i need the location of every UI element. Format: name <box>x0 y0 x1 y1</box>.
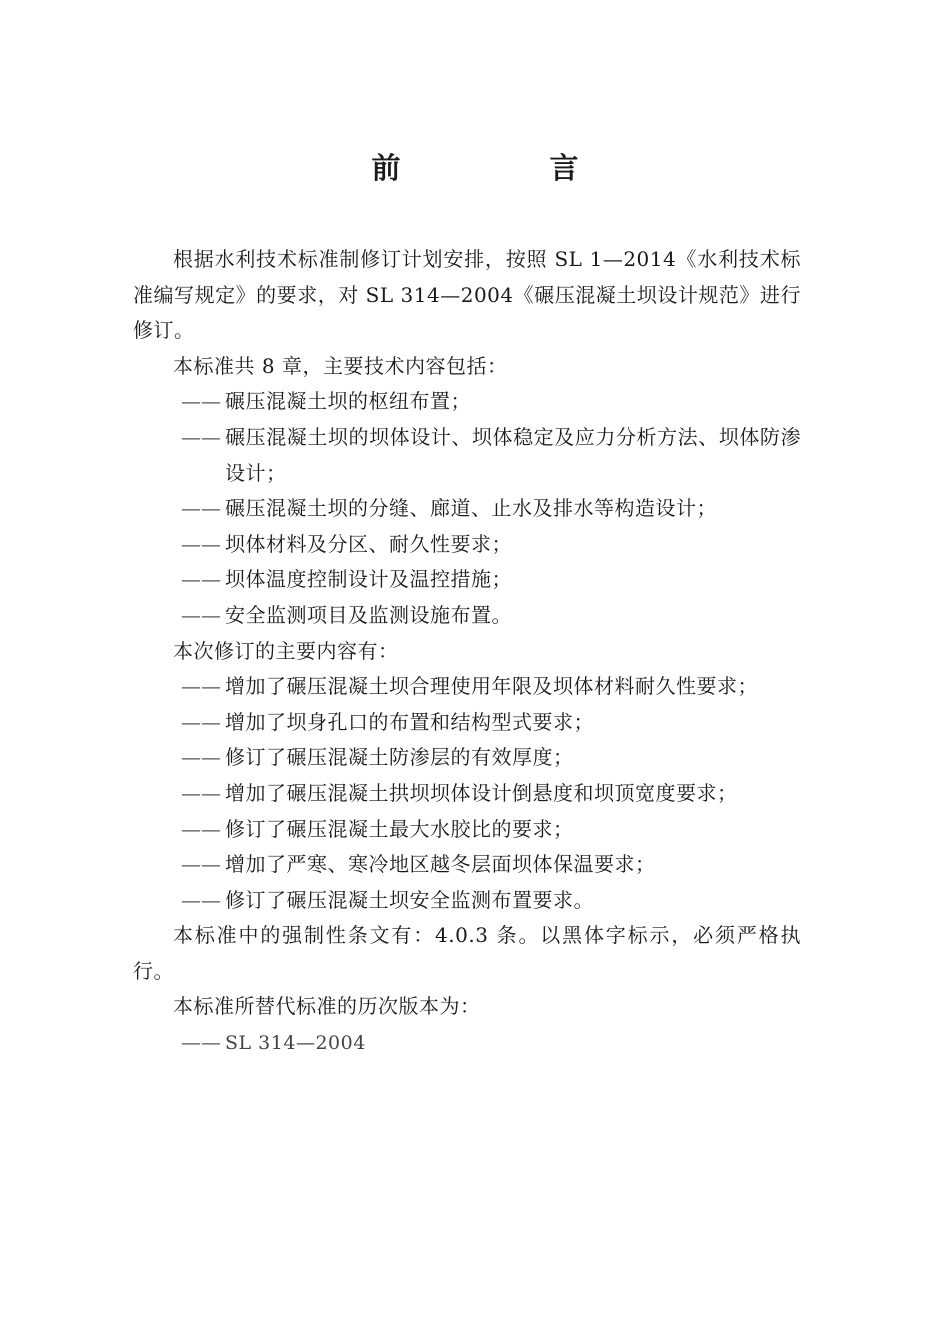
history-list <box>133 1025 801 1062</box>
list-item-text: 坝体温度控制设计及温控措施； <box>225 567 512 592</box>
dash-mark: —— <box>181 887 221 912</box>
list-item-text: 修订了碾压混凝土最大水胶比的要求； <box>225 816 574 841</box>
dash-mark: —— <box>181 496 221 521</box>
dash-mark: —— <box>181 567 221 592</box>
list-item <box>133 562 801 598</box>
dash-mark: —— <box>181 709 221 734</box>
mandatory-clause-note: 本标准中的强制性条文有：4.0.3 条。以黑体字标示，必须严格执行。 <box>133 923 801 983</box>
dash-mark: —— <box>181 852 221 877</box>
revisions-intro: 本次修订的主要内容有： <box>173 638 399 663</box>
list-item-text: 增加了坝身孔口的布置和结构型式要求； <box>225 709 594 734</box>
list-item-text: 碾压混凝土坝的枢纽布置； <box>225 389 471 414</box>
list-item <box>133 598 801 634</box>
list-item <box>133 776 801 812</box>
dash-mark: —— <box>181 424 221 449</box>
page-title: 前 言 <box>371 151 639 185</box>
list-item <box>133 669 801 705</box>
list-item-text: 碾压混凝土坝的分缝、廊道、止水及排水等构造设计； <box>225 496 717 521</box>
list-item-text: 增加了碾压混凝土坝合理使用年限及坝体材料耐久性要求； <box>225 674 758 699</box>
dash-mark: —— <box>181 745 221 770</box>
chapters-intro: 本标准共 8 章，主要技术内容包括： <box>173 353 508 378</box>
dash-mark: —— <box>181 816 221 841</box>
list-item <box>133 491 801 527</box>
list-item-text: 修订了碾压混凝土防渗层的有效厚度； <box>225 745 574 770</box>
list-item <box>133 1025 801 1062</box>
list-item-text: 安全监测项目及监测设施布置。 <box>225 602 512 627</box>
dash-mark: —— <box>181 1030 221 1055</box>
dash-mark: —— <box>181 780 221 805</box>
dash-mark: —— <box>181 674 221 699</box>
list-item-text: 修订了碾压混凝土坝安全监测布置要求。 <box>225 887 594 912</box>
list-item-text: 坝体材料及分区、耐久性要求； <box>225 531 512 556</box>
list-item <box>133 883 801 919</box>
chapters-list <box>133 384 801 633</box>
list-item-text: 增加了碾压混凝土拱坝坝体设计倒悬度和坝顶宽度要求； <box>225 780 738 805</box>
list-item <box>133 740 801 776</box>
list-item <box>133 847 801 883</box>
list-item-text: 增加了严寒、寒冷地区越冬层面坝体保温要求； <box>225 852 656 877</box>
history-version: SL 314—2004 <box>225 1032 366 1055</box>
dash-mark: —— <box>181 389 221 414</box>
dash-mark: —— <box>181 531 221 556</box>
intro-paragraph: 根据水利技术标准制修订计划安排，按照 SL 1—2014《水利技术标准编写规定》的要求，对 SL 314—2004《碾压混凝土坝设计规范》进行修订。 <box>133 247 801 343</box>
dash-mark: —— <box>181 602 221 627</box>
list-item <box>133 384 801 420</box>
history-intro: 本标准所替代标准的历次版本为： <box>173 994 481 1019</box>
list-item <box>133 527 801 563</box>
list-item-text: 碾压混凝土坝的坝体设计、坝体稳定及应力分析方法、坝体防渗设计； <box>225 424 801 485</box>
foreword-body <box>133 242 801 1062</box>
list-item <box>133 812 801 848</box>
list-item <box>133 420 801 491</box>
list-item <box>133 705 801 741</box>
revisions-list <box>133 669 801 918</box>
